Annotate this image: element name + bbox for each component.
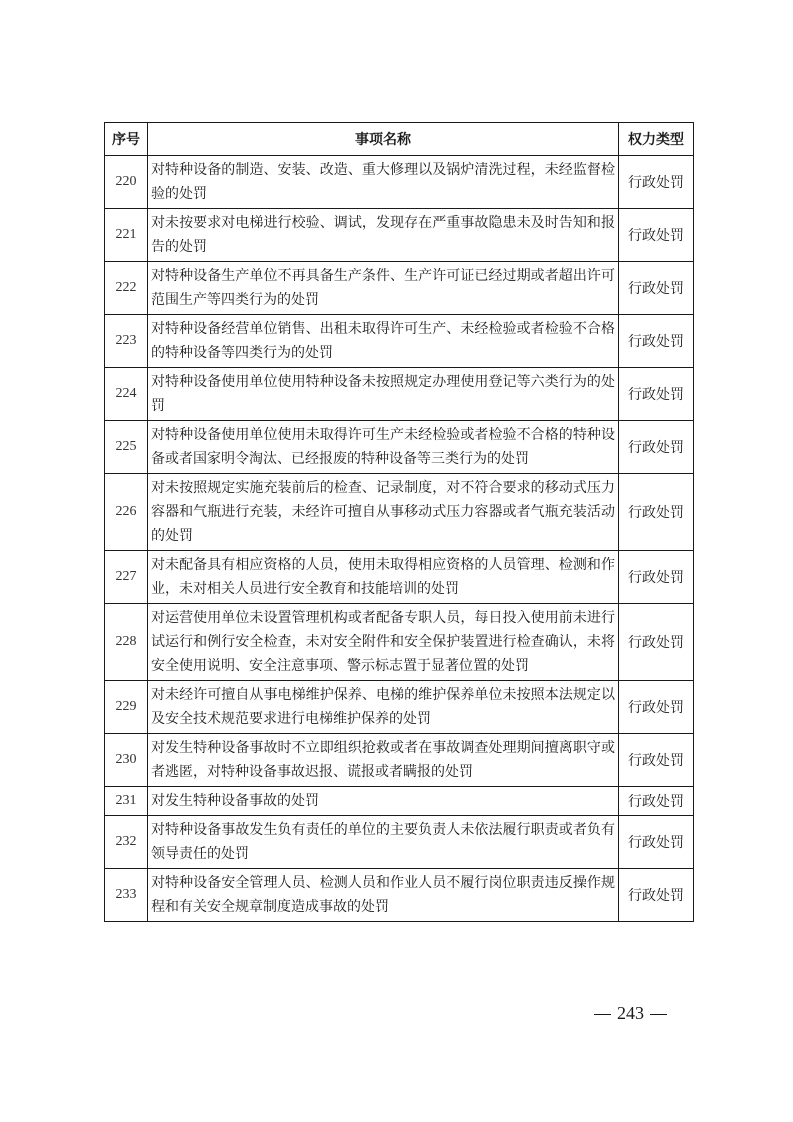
row-num: 228 (105, 604, 148, 681)
row-num: 223 (105, 315, 148, 368)
table-row (105, 787, 694, 816)
row-name: 对特种设备使用单位使用未取得许可生产未经检验或者检验不合格的特种设备或者国家明令淘汰、已经报废的特种设备等三类行为的处罚 (148, 421, 619, 474)
row-name: 对未经许可擅自从事电梯维护保养、电梯的维护保养单位未按照本法规定以及安全技术规范要求进行电梯维护保养的处罚 (148, 681, 619, 734)
row-type: 行政处罚 (619, 787, 694, 816)
row-type: 行政处罚 (619, 734, 694, 787)
row-num: 233 (105, 869, 148, 922)
row-type: 行政处罚 (619, 421, 694, 474)
row-type: 行政处罚 (619, 681, 694, 734)
row-num: 220 (105, 156, 148, 209)
header-num: 序号 (105, 123, 148, 156)
row-name: 对特种设备的制造、安装、改造、重大修理以及锅炉清洗过程，未经监督检验的处罚 (148, 156, 619, 209)
row-type: 行政处罚 (619, 869, 694, 922)
row-type: 行政处罚 (619, 209, 694, 262)
table-row (105, 315, 694, 368)
row-name: 对特种设备安全管理人员、检测人员和作业人员不履行岗位职责违反操作规程和有关安全规章制度造成事故的处罚 (148, 869, 619, 922)
row-name: 对未按照规定实施充装前后的检查、记录制度，对不符合要求的移动式压力容器和气瓶进行充装，未经许可擅自从事移动式压力容器或者气瓶充装活动的处罚 (148, 474, 619, 551)
row-num: 230 (105, 734, 148, 787)
row-num: 226 (105, 474, 148, 551)
footer-dash-right (650, 1014, 667, 1015)
table-row (105, 209, 694, 262)
table-row (105, 734, 694, 787)
table-row (105, 474, 694, 551)
table-row (105, 816, 694, 869)
table-row (105, 869, 694, 922)
table-row (105, 551, 694, 604)
row-type: 行政处罚 (619, 315, 694, 368)
page-number: 243 (617, 1003, 644, 1023)
table-header-row (105, 123, 694, 156)
row-type: 行政处罚 (619, 474, 694, 551)
row-type: 行政处罚 (619, 551, 694, 604)
table-row (105, 604, 694, 681)
footer-dash-left (594, 1014, 611, 1015)
row-num: 232 (105, 816, 148, 869)
table-row (105, 421, 694, 474)
powers-table (104, 122, 694, 922)
table-row (105, 156, 694, 209)
row-type: 行政处罚 (619, 604, 694, 681)
row-name: 对特种设备事故发生负有责任的单位的主要负责人未依法履行职责或者负有领导责任的处罚 (148, 816, 619, 869)
row-num: 231 (105, 787, 148, 816)
table-row (105, 368, 694, 421)
row-name: 对未配备具有相应资格的人员，使用未取得相应资格的人员管理、检测和作业，未对相关人员进行安全教育和技能培训的处罚 (148, 551, 619, 604)
row-num: 221 (105, 209, 148, 262)
row-name: 对特种设备经营单位销售、出租未取得许可生产、未经检验或者检验不合格的特种设备等四类行为的处罚 (148, 315, 619, 368)
row-name: 对未按要求对电梯进行校验、调试，发现存在严重事故隐患未及时告知和报告的处罚 (148, 209, 619, 262)
row-name: 对发生特种设备事故时不立即组织抢救或者在事故调查处理期间擅离职守或者逃匿，对特种设备事故迟报、谎报或者瞒报的处罚 (148, 734, 619, 787)
row-type: 行政处罚 (619, 156, 694, 209)
header-type: 权力类型 (619, 123, 694, 156)
table-row (105, 681, 694, 734)
row-num: 224 (105, 368, 148, 421)
row-type: 行政处罚 (619, 262, 694, 315)
row-name: 对特种设备使用单位使用特种设备未按照规定办理使用登记等六类行为的处罚 (148, 368, 619, 421)
row-num: 229 (105, 681, 148, 734)
header-name: 事项名称 (148, 123, 619, 156)
row-num: 225 (105, 421, 148, 474)
row-num: 227 (105, 551, 148, 604)
row-type: 行政处罚 (619, 368, 694, 421)
row-num: 222 (105, 262, 148, 315)
row-name: 对运营使用单位未设置管理机构或者配备专职人员，每日投入使用前未进行试运行和例行安全检查，未对安全附件和安全保护装置进行检查确认，未将安全使用说明、安全注意事项、警示标志置于显著位置的处罚 (148, 604, 619, 681)
table-row (105, 262, 694, 315)
row-name: 对特种设备生产单位不再具备生产条件、生产许可证已经过期或者超出许可范围生产等四类行为的处罚 (148, 262, 619, 315)
row-type: 行政处罚 (619, 816, 694, 869)
page-footer (588, 1003, 673, 1024)
row-name: 对发生特种设备事故的处罚 (148, 787, 619, 816)
